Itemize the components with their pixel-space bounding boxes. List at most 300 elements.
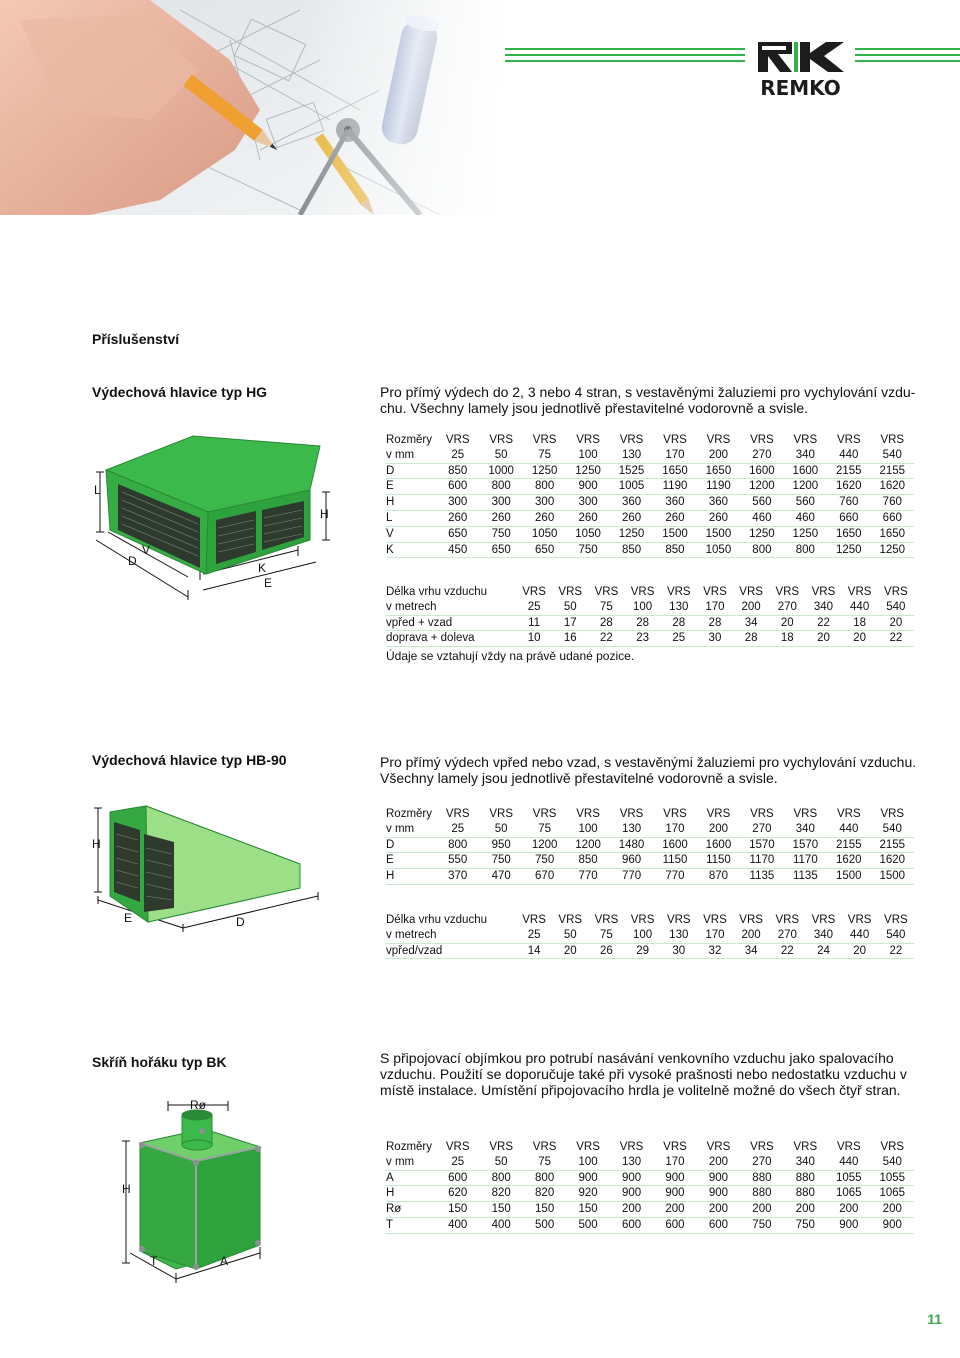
row-label-cell: vpřed + vzad [386,615,516,631]
table-cell: 1200 [740,479,783,495]
table-cell: 22 [769,943,805,959]
table-header-cell: VRS [532,808,557,820]
table-cell: 20 [805,631,841,647]
table-header-cell: v metrech [386,600,516,615]
table-cell: 1650 [827,526,870,542]
table-header-cell: 25 [436,1155,479,1170]
header-photo [0,0,505,215]
table-cell: 950 [479,837,522,853]
hg-label-v: V [142,543,151,557]
table-header-cell: VRS [666,586,691,598]
table-cell: 660 [871,510,914,526]
table-header-cell: Rozměry [386,808,433,820]
table-cell: 20 [769,615,805,631]
table-cell: 1570 [740,837,783,853]
table-header-cell: 130 [661,600,697,615]
table-row [386,1202,914,1218]
table-row [386,1217,914,1233]
table-cell: 800 [740,542,783,558]
table-cell: 1170 [784,853,827,869]
table-cell: 260 [566,510,609,526]
table-header-cell: VRS [836,434,861,446]
table-row [386,869,914,885]
table-header-cell: 170 [653,448,696,463]
table-cell: 460 [740,510,783,526]
table-header-cell: 340 [784,448,827,463]
table-header-row [386,448,914,463]
table-cell: 460 [784,510,827,526]
row-label-cell: vpřed/vzad [386,943,516,959]
table-cell: 16 [552,631,588,647]
table-cell: 750 [523,853,566,869]
section-heading: Příslušenství [92,331,180,347]
row-label-cell: D [386,463,436,479]
table-header-cell: VRS [836,1141,861,1153]
table-header-cell: 170 [697,600,733,615]
table-cell: 600 [653,1217,696,1233]
bk-description: S připojovací objímkou pro potrubí nasávání venkovního vzduchu jako spalovacího vzduchu. Použití se doporučuje také při vysoké prašnosti nebo nedostatku vzduchu v místě instalace. Umístění připojovacího hrdla je volitelně možné do všech čtyř stran. [380,1050,907,1098]
table-header-cell: 25 [516,600,552,615]
table-header-row [386,600,914,615]
table-header-cell: 100 [566,1155,609,1170]
table-cell: 1055 [827,1170,870,1186]
header-rule-3 [505,60,745,62]
table-cell: 1600 [697,837,740,853]
table-header-cell: VRS [706,434,731,446]
table-header-cell: 25 [436,448,479,463]
table-header-cell: 270 [769,928,805,943]
table-header-cell: VRS [558,914,583,926]
table-row [386,1186,914,1202]
table-row [386,463,914,479]
table-cell: 260 [479,510,522,526]
table-cell: 600 [436,1170,479,1186]
table-cell: 850 [653,542,696,558]
bk-title: Skříň hořáku typ BK [92,1054,227,1070]
table-header-cell: 540 [871,822,914,837]
table-header-cell: VRS [880,808,905,820]
table-cell: 22 [878,631,914,647]
table-row [386,615,914,631]
table-header-cell: 270 [740,822,783,837]
table-cell: 760 [871,495,914,511]
table-header-cell: VRS [836,808,861,820]
table-cell: 1500 [653,526,696,542]
table-header-cell: 540 [878,600,914,615]
table-cell: 760 [827,495,870,511]
table-header-cell: Délka vrhu vzduchu [386,914,487,926]
table-cell: 1250 [566,463,609,479]
table-cell: 800 [784,542,827,558]
table-cell: 1065 [871,1186,914,1202]
table-header-cell: 440 [827,1155,870,1170]
table-header-cell: 340 [784,822,827,837]
remko-logo-mark [748,38,853,76]
row-label-cell: D [386,837,436,853]
table-cell: 870 [697,869,740,885]
table-cell: 900 [697,1170,740,1186]
table-cell: 920 [566,1186,609,1202]
table-cell: 800 [479,1170,522,1186]
table-cell: 1055 [871,1170,914,1186]
table-header-cell: 200 [733,928,769,943]
table-cell: 28 [588,615,624,631]
table-header-cell: 75 [523,448,566,463]
table-cell: 650 [479,542,522,558]
table-cell: 880 [784,1170,827,1186]
table-header-cell: VRS [706,808,731,820]
table-header-cell: VRS [847,914,872,926]
brand-name: REMKO [760,76,841,100]
hb90-dims-table [386,807,914,885]
table-cell: 200 [740,1202,783,1218]
table-cell: 260 [653,510,696,526]
table-cell: 1050 [697,542,740,558]
table-cell: 800 [523,1170,566,1186]
table-header-cell: VRS [489,434,513,446]
table-cell: 620 [436,1186,479,1202]
table-cell: 1050 [523,526,566,542]
table-cell: 1620 [827,479,870,495]
table-cell: 1000 [479,463,522,479]
table-header-cell: 100 [566,448,609,463]
table-cell: 20 [842,631,878,647]
table-header-cell: 50 [479,448,522,463]
hg-label-l: L [94,483,101,497]
table-header-cell: 440 [827,822,870,837]
hb90-throw-table [386,913,914,959]
table-header-cell: 270 [740,448,783,463]
table-cell: 28 [625,615,661,631]
table-cell: 850 [610,542,653,558]
table-header-cell: 50 [552,928,588,943]
table-row [386,510,914,526]
table-header-cell: VRS [775,586,800,598]
table-header-row [386,913,914,928]
table-cell: 260 [523,510,566,526]
table-header-cell: 50 [479,1155,522,1170]
table-cell: 900 [566,479,609,495]
table-cell: 820 [523,1186,566,1202]
table-header-cell: VRS [880,434,905,446]
table-header-cell: VRS [532,1141,557,1153]
table-cell: 880 [740,1170,783,1186]
table-cell: 550 [436,853,479,869]
table-header-cell: VRS [750,808,774,820]
table-cell: 900 [653,1170,696,1186]
table-cell: 29 [625,943,661,959]
table-header-cell: VRS [594,586,619,598]
table-cell: 900 [653,1186,696,1202]
table-cell: 260 [610,510,653,526]
table-cell: 11 [516,615,552,631]
table-cell: 560 [740,495,783,511]
table-cell: 22 [878,943,914,959]
row-label-cell: E [386,479,436,495]
table-cell: 28 [697,615,733,631]
table-cell: 900 [610,1170,653,1186]
table-cell: 260 [697,510,740,526]
table-header-cell: 75 [588,928,624,943]
table-cell: 200 [653,1202,696,1218]
table-header-cell: VRS [630,586,655,598]
table-header-cell: 130 [610,448,653,463]
table-cell: 23 [625,631,661,647]
hg-label-h: H [320,507,329,521]
table-cell: 600 [697,1217,740,1233]
table-cell: 560 [784,495,827,511]
table-cell: 880 [740,1186,783,1202]
hb90-label-e: E [124,911,133,925]
row-label-cell: H [386,1186,436,1202]
table-cell: 1005 [610,479,653,495]
table-header-cell: VRS [522,586,546,598]
table-header-cell: 440 [827,448,870,463]
table-cell: 820 [479,1186,522,1202]
table-header-cell: VRS [489,1141,513,1153]
table-cell: 800 [523,479,566,495]
table-header-row [386,928,914,943]
table-header-cell: 340 [805,928,841,943]
table-header-cell: VRS [666,914,691,926]
table-cell: 150 [523,1202,566,1218]
table-cell: 150 [566,1202,609,1218]
table-header-cell: VRS [793,808,818,820]
row-label-cell: T [386,1217,436,1233]
table-header-cell: 270 [769,600,805,615]
table-cell: 670 [523,869,566,885]
table-cell: 1250 [784,526,827,542]
table-cell: 770 [610,869,653,885]
table-header-cell: VRS [576,1141,600,1153]
table-header-cell: v mm [386,448,436,463]
row-label-cell: L [386,510,436,526]
table-cell: 500 [566,1217,609,1233]
page-number: 11 [927,1311,942,1327]
table-cell: 1650 [697,463,740,479]
table-cell: 1150 [653,853,696,869]
table-header-cell: VRS [706,1141,731,1153]
table-cell: 22 [805,615,841,631]
table-cell: 880 [784,1186,827,1202]
table-cell: 850 [566,853,609,869]
table-header-cell: 540 [878,928,914,943]
table-header-cell: VRS [663,1141,687,1153]
hb90-label-d: D [236,915,245,929]
table-header-cell: 100 [566,822,609,837]
row-label-cell: V [386,526,436,542]
bk-label-r: Rø [190,1098,206,1112]
table-header-cell: VRS [703,586,727,598]
table-cell: 18 [842,615,878,631]
table-cell: 10 [516,631,552,647]
table-header-cell: VRS [445,1141,470,1153]
table-cell: 770 [566,869,609,885]
table-cell: 1200 [784,479,827,495]
table-header-row [386,585,914,600]
table-header-cell: 200 [697,822,740,837]
table-cell: 750 [479,853,522,869]
table-header-cell: 200 [697,1155,740,1170]
table-cell: 750 [784,1217,827,1233]
table-cell: 360 [610,495,653,511]
table-row [386,837,914,853]
bk-label-t: T [150,1254,158,1268]
hb90-label-h: H [92,837,101,851]
table-row [386,526,914,542]
table-cell: 1600 [740,463,783,479]
table-header-cell: 170 [653,822,696,837]
table-cell: 32 [697,943,733,959]
table-cell: 1135 [740,869,783,885]
table-cell: 300 [436,495,479,511]
table-header-cell: v metrech [386,928,516,943]
table-header-cell: Rozměry [386,1141,433,1153]
table-row [386,631,914,647]
table-cell: 1065 [827,1186,870,1202]
hg-label-e: E [264,576,273,590]
bk-label-h: H [122,1182,131,1196]
table-header-cell: VRS [884,586,908,598]
table-header-cell: VRS [576,434,600,446]
table-cell: 2155 [827,463,870,479]
table-row [386,542,914,558]
table-cell: 450 [436,542,479,558]
table-header-cell: VRS [847,586,872,598]
table-cell: 2155 [827,837,870,853]
table-cell: 500 [523,1217,566,1233]
table-header-cell: VRS [489,808,513,820]
table-cell: 22 [588,631,624,647]
table-header-cell: 170 [697,928,733,943]
table-cell: 400 [436,1217,479,1233]
table-header-cell: 200 [733,600,769,615]
table-header-cell: VRS [619,808,644,820]
table-header-cell: VRS [445,808,470,820]
table-header-cell: 100 [625,928,661,943]
table-cell: 370 [436,869,479,885]
table-cell: 14 [516,943,552,959]
table-cell: 900 [871,1217,914,1233]
table-header-cell: VRS [619,1141,644,1153]
table-cell: 1250 [871,542,914,558]
table-cell: 30 [661,943,697,959]
table-cell: 260 [436,510,479,526]
header-rule-2 [505,54,745,56]
table-cell: 470 [479,869,522,885]
table-header-cell: VRS [750,1141,774,1153]
table-header-cell: VRS [775,914,800,926]
hg-throw-table [386,585,914,647]
row-label-cell: A [386,1170,436,1186]
table-cell: 1500 [827,869,870,885]
table-header-cell: 340 [784,1155,827,1170]
table-header-cell: 440 [842,928,878,943]
remko-logo [748,38,853,100]
table-cell: 1570 [784,837,827,853]
table-header-row [386,807,914,822]
table-header-cell: VRS [811,914,836,926]
table-row [386,479,914,495]
table-header-cell: VRS [739,586,763,598]
table-cell: 750 [479,526,522,542]
table-row [386,1170,914,1186]
table-cell: 2155 [871,837,914,853]
hg-note: Údaje se vztahují vždy na právě udané pozice. [386,649,635,663]
table-cell: 1650 [871,526,914,542]
table-cell: 1200 [566,837,609,853]
header-rule-1 [505,48,745,50]
table-header-cell: VRS [522,914,546,926]
table-cell: 600 [610,1217,653,1233]
table-header-cell: VRS [630,914,655,926]
table-cell: 1620 [871,479,914,495]
table-header-cell: VRS [884,914,908,926]
bk-diagram [110,1093,270,1285]
table-cell: 1150 [697,853,740,869]
table-cell: 800 [479,479,522,495]
table-cell: 750 [566,542,609,558]
table-cell: 1250 [827,542,870,558]
table-header-cell: v mm [386,1155,436,1170]
table-cell: 1170 [740,853,783,869]
table-cell: 34 [733,943,769,959]
table-cell: 25 [661,631,697,647]
table-cell: 1500 [697,526,740,542]
table-header-cell: Rozměry [386,434,433,446]
table-header-cell: 440 [842,600,878,615]
table-header-cell: VRS [750,434,774,446]
table-cell: 900 [610,1186,653,1202]
header-rule-4 [855,48,960,50]
table-header-cell: 75 [523,822,566,837]
table-cell: 900 [566,1170,609,1186]
table-header-cell: 540 [871,448,914,463]
table-row [386,943,914,959]
header-rule-6 [855,60,960,62]
table-header-cell: VRS [594,914,619,926]
table-header-cell: VRS [558,586,583,598]
bk-dims-table [386,1140,914,1234]
table-header-cell: VRS [445,434,470,446]
table-cell: 150 [479,1202,522,1218]
table-cell: 34 [733,615,769,631]
table-header-cell: 340 [805,600,841,615]
table-cell: 360 [653,495,696,511]
table-cell: 2155 [871,463,914,479]
table-cell: 600 [436,479,479,495]
bk-label-a: A [220,1254,229,1268]
table-cell: 1500 [871,869,914,885]
table-header-cell: 50 [552,600,588,615]
table-cell: 850 [436,463,479,479]
table-cell: 1620 [871,853,914,869]
table-cell: 300 [479,495,522,511]
table-header-cell: 75 [523,1155,566,1170]
table-cell: 1050 [566,526,609,542]
table-cell: 1200 [523,837,566,853]
table-header-cell: 540 [871,1155,914,1170]
table-header-cell: VRS [793,434,818,446]
table-cell: 200 [610,1202,653,1218]
table-header-cell: 130 [610,822,653,837]
table-cell: 200 [784,1202,827,1218]
table-header-cell: VRS [793,1141,818,1153]
hg-title: Výdechová hlavice typ HG [92,384,268,400]
table-header-cell: VRS [739,914,763,926]
hb90-description: Pro přímý výdech vpřed nebo vzad, s vestavěnými žaluziemi pro vychylování vzduchu. Všechny lamely jsou jednotlivě přestavitelné vodorovně a svisle. [380,754,917,786]
header-rule-5 [855,54,960,56]
